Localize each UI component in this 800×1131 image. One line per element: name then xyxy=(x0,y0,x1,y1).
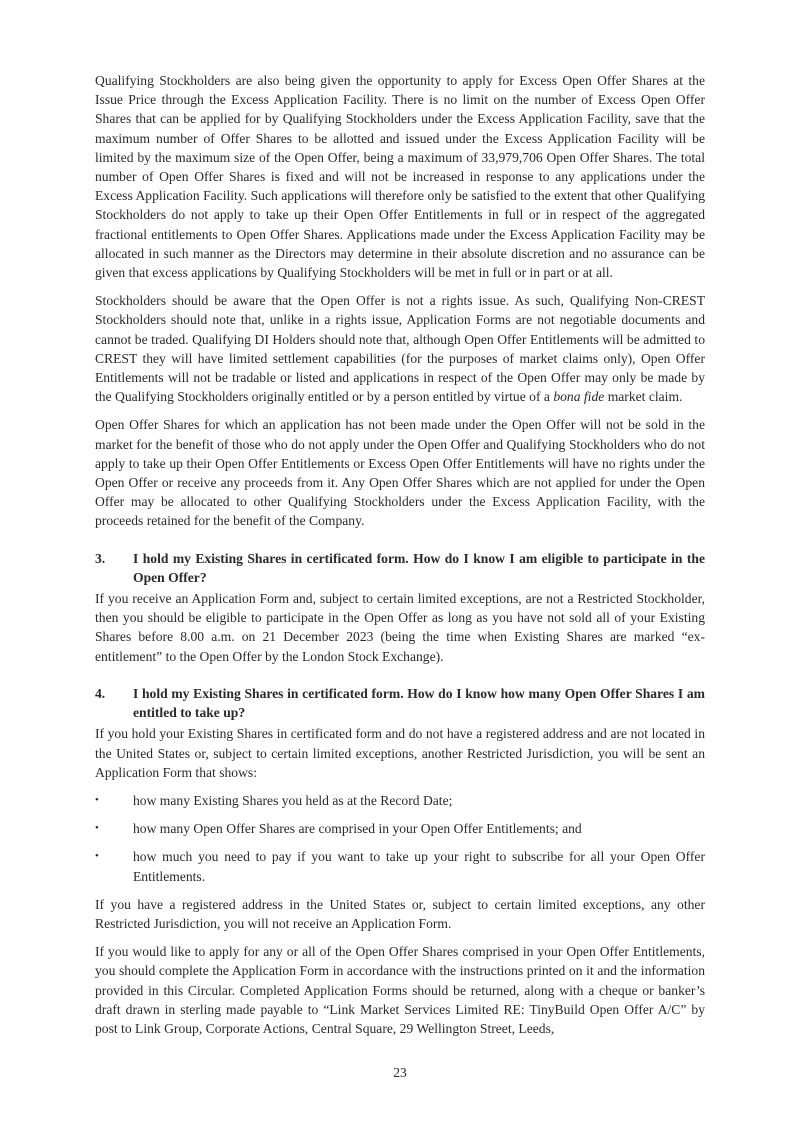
list-item-text: how much you need to pay if you want to take up your right to subscribe for all your Open Offer Entitlements. xyxy=(133,849,705,884)
page-number: 23 xyxy=(393,1065,407,1080)
section-4-heading xyxy=(95,684,705,722)
restricted-jurisdiction-paragraph: If you have a registered address in the United States or, subject to certain limited exceptions, any other Restricted Jurisdiction, you will not receive an Application Form. xyxy=(95,896,705,931)
section-3-title: I hold my Existing Shares in certificated form. How do I know I am eligible to participate in the Open Offer? xyxy=(133,550,705,585)
section-4-title: I hold my Existing Shares in certificated form. How do I know how many Open Offer Shares I am entitled to take up? xyxy=(133,685,705,721)
bullet-icon: • xyxy=(95,822,99,835)
how-to-apply-paragraph: If you would like to apply for any or all of the Open Offer Shares comprised in your Open Offer Entitlements, you should complete the Application Form in accordance with the instructions printed on it and the information provided in this Circular. Completed Application Forms should be returned, along with a cheque or banker’s draft drawn in sterling made payable to “Link Market Services Limited RE: TinyBuild Open Offer A/C” by post to Link Group, Corporate Actions, Central Square, 29 Wellington Street, Leeds, xyxy=(95,944,705,1036)
rights-issue-text: Stockholders should be aware that the Open Offer is not a rights issue. As such, Qualifying Non-CREST Stockholders should note that, unlike in a rights issue, Application Forms are not negotiable documents and cannot be traded. Qualifying DI Holders should note that, although Open Offer Entitlements will be admitted to CREST they will have limited settlement capabilities (for the purposes of market claims only), Open Offer Entitlements will not be tradable or listed and applications in respect of the Open Offer may only be made by the Qualifying Stockholders originally entitled or by a person entitled by virtue of a xyxy=(95,293,705,405)
section-3 xyxy=(95,549,705,666)
section-3-body: If you receive an Application Form and, subject to certain limited exceptions, are not a Restricted Stockholder, then you should be eligible to participate in the Open Offer as long as you have not sold all of your Existing Shares before 8.00 a.m. on 21 December 2023 (being the time when Existing Shares are marked “ex-entitlement” to the Open Offer by the London Stock Exchange). xyxy=(95,591,705,664)
unapplied-shares-paragraph: Open Offer Shares for which an application has not been made under the Open Offer will not be sold in the market for the benefit of those who do not apply under the Open Offer and Qualifying Stockholders who do not apply to take up their Open Offer Entitlements or Excess Open Offer Entitlements will have no rights under the Open Offer or receive any proceeds from it. Any Open Offer Shares which are not applied for under the Open Offer may be allocated to other Qualifying Stockholders under the Excess Application Facility, with the proceeds retained for the benefit of the Company. xyxy=(95,417,705,529)
application-form-contents-list xyxy=(95,791,705,886)
list-item xyxy=(95,791,705,810)
bullet-icon: • xyxy=(95,793,99,806)
section-4 xyxy=(95,684,705,1038)
rights-issue-text-end: market claim. xyxy=(604,389,683,405)
list-item xyxy=(95,847,705,885)
rights-issue-paragraph xyxy=(95,291,705,406)
document-page xyxy=(95,71,705,1047)
excess-application-paragraph: Qualifying Stockholders are also being given the opportunity to apply for Excess Open Offer Shares at the Issue Price through the Excess Application Facility. There is no limit on the number of Excess Open Offer Shares that can be applied for by Qualifying Stockholders under the Excess Application Facility, save that the maximum number of Offer Shares to be allotted and issued under the Excess Application Facility will be limited by the maximum size of the Open Offer, being a maximum of 33,979,706 Open Offer Shares. The total number of Open Offer Shares is fixed and will not be increased in response to any applications under the Excess Application Facility. Such applications will therefore only be satisfied to the extent that other Qualifying Stockholders do not apply to take up their Open Offer Entitlements in full or in respect of the aggregated fractional entitlements to Open Offer Shares. Applications made under the Excess Application Facility may be allocated in such manner as the Directors may determine in their absolute discretion and no assurance can be given that excess applications by Qualifying Stockholders will be met in full or in part or at all. xyxy=(95,73,705,281)
section-3-number: 3. xyxy=(95,550,106,566)
bona-fide-italic: bona fide xyxy=(553,389,605,405)
section-3-heading xyxy=(95,549,705,587)
list-item-text: how many Open Offer Shares are comprised in your Open Offer Entitlements; and xyxy=(133,821,582,837)
bullet-icon: • xyxy=(95,850,99,863)
list-item-text: how many Existing Shares you held as at the Record Date; xyxy=(133,792,453,808)
list-item xyxy=(95,819,705,838)
section-4-intro: If you hold your Existing Shares in certificated form and do not have a registered address and are not located in the United States or, subject to certain limited exceptions, another Restricted Jurisdiction, you will be sent an Application Form that shows: xyxy=(95,726,705,780)
section-4-number: 4. xyxy=(95,685,106,701)
